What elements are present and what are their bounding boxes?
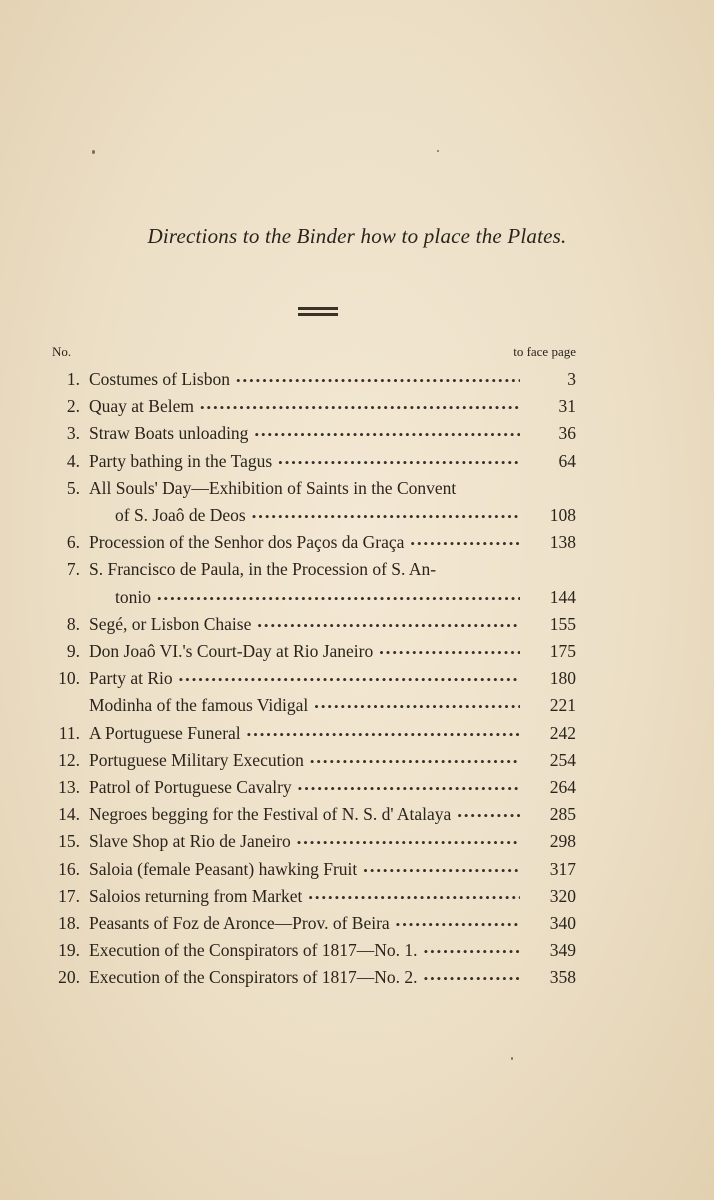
dot-leader (457, 803, 520, 829)
dot-leader (410, 531, 520, 557)
page-number: 242 (549, 722, 576, 743)
list-item-row (0, 828, 714, 854)
list-item-row (0, 366, 714, 392)
paper-speck (437, 150, 439, 152)
plate-number: 11. (58, 722, 80, 743)
list-item-row (0, 502, 714, 528)
page-title: Directions to the Binder how to place the Plates. (147, 224, 567, 248)
dot-leader (310, 749, 520, 775)
plate-title: Modinha of the famous Vidigal (89, 695, 309, 716)
plate-title: Saloia (female Peasant) hawking Fruit (89, 858, 358, 879)
list-item-row (0, 801, 714, 827)
list-item-row (0, 937, 714, 963)
dot-leader (247, 722, 520, 748)
plate-title: Party at Rio (89, 668, 173, 689)
page-number: 264 (549, 777, 576, 797)
dot-leader (314, 694, 520, 720)
page-number: 298 (549, 831, 576, 852)
page-number: 285 (549, 804, 576, 825)
plate-title: All Souls' Day—Exhibition of Saints in the Convent (89, 477, 457, 498)
dot-leader (424, 939, 520, 965)
plate-title: Party bathing in the Tagus (89, 450, 273, 471)
plate-number: 6. (66, 532, 80, 553)
page-number: 138 (549, 532, 576, 553)
page-number: 221 (549, 695, 576, 716)
list-item-row (0, 665, 714, 691)
plate-number: 5. (66, 477, 80, 498)
dot-leader (298, 776, 520, 802)
page-number: 340 (549, 913, 576, 933)
dot-leader (257, 613, 520, 639)
page-number: 349 (549, 940, 576, 961)
plate-number: 3. (66, 423, 80, 444)
plate-title-line (89, 366, 526, 392)
page-number: 317 (549, 858, 576, 879)
plate-number: 17. (58, 885, 80, 906)
page-number: 175 (549, 641, 576, 661)
dot-leader (424, 966, 520, 992)
page-number: 180 (549, 668, 576, 689)
plate-title: Peasants of Foz de Aronce—Prov. of Beira (89, 913, 390, 933)
plate-number: 20. (58, 967, 80, 988)
list-item-row (0, 964, 714, 990)
plate-number: 13. (58, 777, 80, 797)
plate-title-line (89, 964, 526, 990)
plate-title-line (89, 420, 526, 446)
plate-title-line (89, 910, 526, 936)
plate-title: A Portuguese Funeral (89, 722, 241, 743)
plate-number: 9. (66, 641, 80, 661)
plate-number: 16. (58, 858, 80, 879)
plate-title-line (89, 448, 526, 474)
dot-leader (179, 667, 520, 693)
plate-number: 10. (58, 668, 80, 689)
plate-title: Execution of the Conspirators of 1817—No. 1. (89, 940, 418, 961)
plate-title: of S. Joaô de Deos (115, 505, 246, 525)
page-number: 3 (567, 369, 576, 389)
dot-leader (252, 504, 520, 530)
number-column-header: No. (52, 344, 72, 359)
plate-title: Execution of the Conspirators of 1817—No. 2. (89, 967, 418, 988)
list-item-row (0, 910, 714, 936)
list-item-row (0, 774, 714, 800)
plate-number: 19. (58, 940, 80, 961)
plate-title-line (89, 393, 526, 419)
list-item-row (0, 448, 714, 474)
plate-title-line (89, 937, 526, 963)
paper-speck (92, 150, 95, 154)
plate-title: Saloios returning from Market (89, 885, 303, 906)
list-item-row (0, 720, 714, 746)
plate-title-line (115, 584, 526, 610)
list-item-row (0, 747, 714, 773)
plate-number: 8. (66, 613, 80, 634)
title-rule (298, 313, 338, 316)
page-column-header: to face page (513, 344, 576, 359)
list-item-row (0, 556, 714, 582)
plate-title: Costumes of Lisbon (89, 369, 230, 389)
page-number: 358 (549, 967, 576, 988)
plate-number: 2. (66, 396, 80, 417)
plate-title-line (89, 556, 576, 582)
plate-title-line (89, 828, 526, 854)
list-item-row (0, 692, 714, 718)
plate-title: Patrol of Portuguese Cavalry (89, 777, 292, 797)
plate-title-line (89, 529, 526, 555)
plate-title-line (89, 774, 526, 800)
plate-number: 7. (66, 559, 80, 580)
plate-title: Don Joaô VI.'s Court-Day at Rio Janeiro (89, 641, 374, 661)
dot-leader (236, 368, 520, 394)
plate-number: 4. (66, 450, 80, 471)
plate-number: 14. (58, 804, 80, 825)
plate-title-line (89, 747, 526, 773)
plate-title-line (89, 665, 526, 691)
dot-leader (363, 858, 520, 884)
page-number: 320 (549, 885, 576, 906)
dot-leader (254, 422, 520, 448)
plate-number: 15. (58, 831, 80, 852)
list-item-row (0, 611, 714, 637)
plate-title-line (89, 692, 526, 718)
list-item-row (0, 393, 714, 419)
plate-number: 1. (66, 369, 80, 389)
plate-title: Procession of the Senhor dos Paços da Graça (89, 532, 405, 553)
page-number: 144 (549, 586, 576, 607)
list-item-row (0, 529, 714, 555)
plate-title-line (89, 883, 526, 909)
page-number: 36 (558, 423, 576, 444)
list-item-row (0, 856, 714, 882)
plate-number: 12. (58, 749, 80, 770)
plate-title: Portuguese Military Execution (89, 749, 304, 770)
list-item-row (0, 475, 714, 501)
dot-leader (297, 830, 520, 856)
dot-leader (157, 586, 520, 612)
dot-leader (396, 912, 520, 938)
plate-title-line (115, 502, 526, 528)
plate-title: Segé, or Lisbon Chaise (89, 613, 252, 634)
page-number: 155 (549, 613, 576, 634)
list-item-row (0, 883, 714, 909)
plate-number: 18. (58, 913, 80, 933)
plate-title: S. Francisco de Paula, in the Procession of S. An- (89, 559, 437, 580)
dot-leader (200, 395, 520, 421)
page-number: 254 (549, 749, 576, 770)
dot-leader (379, 640, 520, 666)
page-number: 108 (549, 505, 576, 525)
plate-title: tonio (115, 586, 151, 607)
plate-title: Straw Boats unloading (89, 423, 249, 444)
page-number: 31 (558, 396, 576, 417)
list-item-row (0, 420, 714, 446)
dot-leader (308, 885, 520, 911)
list-item-row (0, 584, 714, 610)
plate-title-line (89, 611, 526, 637)
dot-leader (278, 450, 520, 476)
paper-speck (511, 1057, 513, 1060)
page-number: 64 (558, 450, 576, 471)
list-item-row (0, 638, 714, 664)
plate-title-line (89, 720, 526, 746)
plate-title-line (89, 638, 526, 664)
plate-title: Negroes begging for the Festival of N. S. d' Atalaya (89, 804, 452, 825)
title-rule (298, 307, 338, 310)
plate-title-line (89, 856, 526, 882)
plate-title: Quay at Belem (89, 396, 194, 417)
plate-title-line (89, 801, 526, 827)
plate-title: Slave Shop at Rio de Janeiro (89, 831, 291, 852)
plate-title-line (89, 475, 576, 501)
